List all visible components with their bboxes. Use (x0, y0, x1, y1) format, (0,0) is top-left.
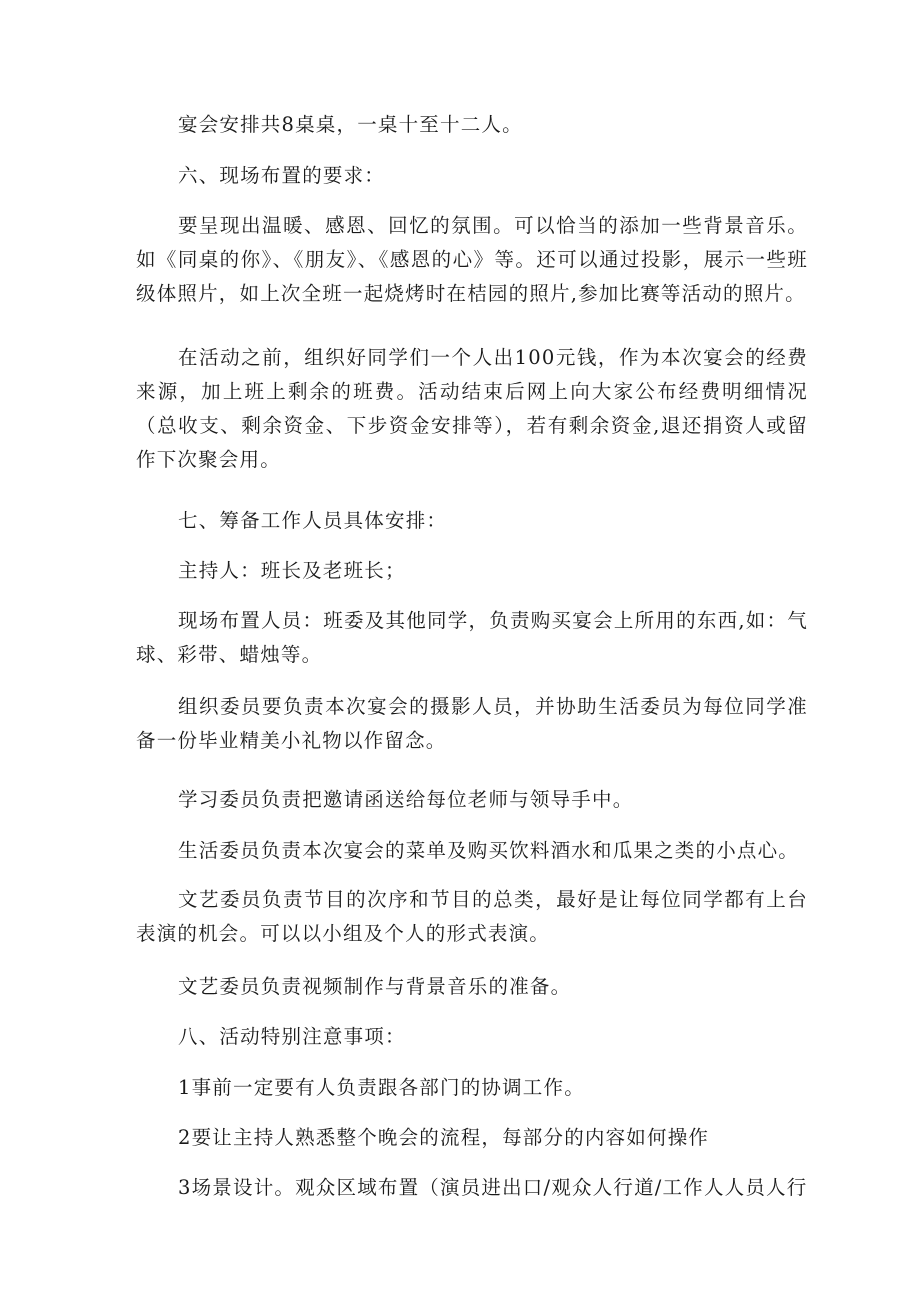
paragraph-arts-video: 文艺委员负责视频制作与背景音乐的准备。 (178, 975, 572, 998)
paragraph-organizer: 组织委员要负责本次宴会的摄影人员，并协助生活委员为每位同学准备一份毕业精美小礼物以作留念。 (136, 695, 808, 752)
paragraph-host: 主持人：班长及老班长； (178, 559, 406, 582)
paragraph-life-committee: 生活委员负责本次宴会的菜单及购买饮料酒水和瓜果之类的小点心。 (178, 839, 800, 862)
paragraph-study-committee: 学习委员负责把邀请函送给每位老师与领导手中。 (178, 788, 634, 811)
heading-section-6: 六、现场布置的要求： (178, 164, 386, 187)
paragraph-arts-committee: 文艺委员负责节目的次序和节目的总类，最好是让每位同学都有上台表演的机会。可以以小组及个人的形式表演。 (136, 888, 808, 945)
paragraph-venue-staff: 现场布置人员：班委及其他同学，负责购买宴会上所用的东西,如：气球、彩带、蜡烛等。 (136, 609, 808, 666)
paragraph-atmosphere: 要呈现出温暖、感恩、回忆的氛围。可以恰当的添加一些背景音乐。如《同桌的你》、《朋友》、《感恩的心》等。还可以通过投影，展示一些班级体照片，如上次全班一起烧烤时在桔园的照片,参加比赛等活动的照片。 (136, 214, 808, 305)
list-item-1: 1事前一定要有人负责跟各部门的协调工作。 (178, 1076, 585, 1099)
list-item-2: 2要让主持人熟悉整个晚会的流程，每部分的内容如何操作 (178, 1126, 710, 1149)
paragraph-seating: 宴会安排共8桌桌，一桌十至十二人。 (178, 113, 523, 136)
list-item-3: 3场景设计。观众区域布置（演员进出口/观众人行道/工作人人员人行 (178, 1176, 808, 1199)
heading-section-7: 七、筹备工作人员具体安排： (178, 509, 448, 532)
paragraph-funding: 在活动之前，组织好同学们一个人出100元钱，作为本次宴会的经费来源，加上班上剩余的班费。活动结束后网上向大家公布经费明细情况（总收支、剩余资金、下步资金安排等），若有剩余资金,退还捐资人或留作下次聚会用。 (136, 346, 808, 471)
heading-section-8: 八、活动特别注意事项： (178, 1025, 406, 1048)
